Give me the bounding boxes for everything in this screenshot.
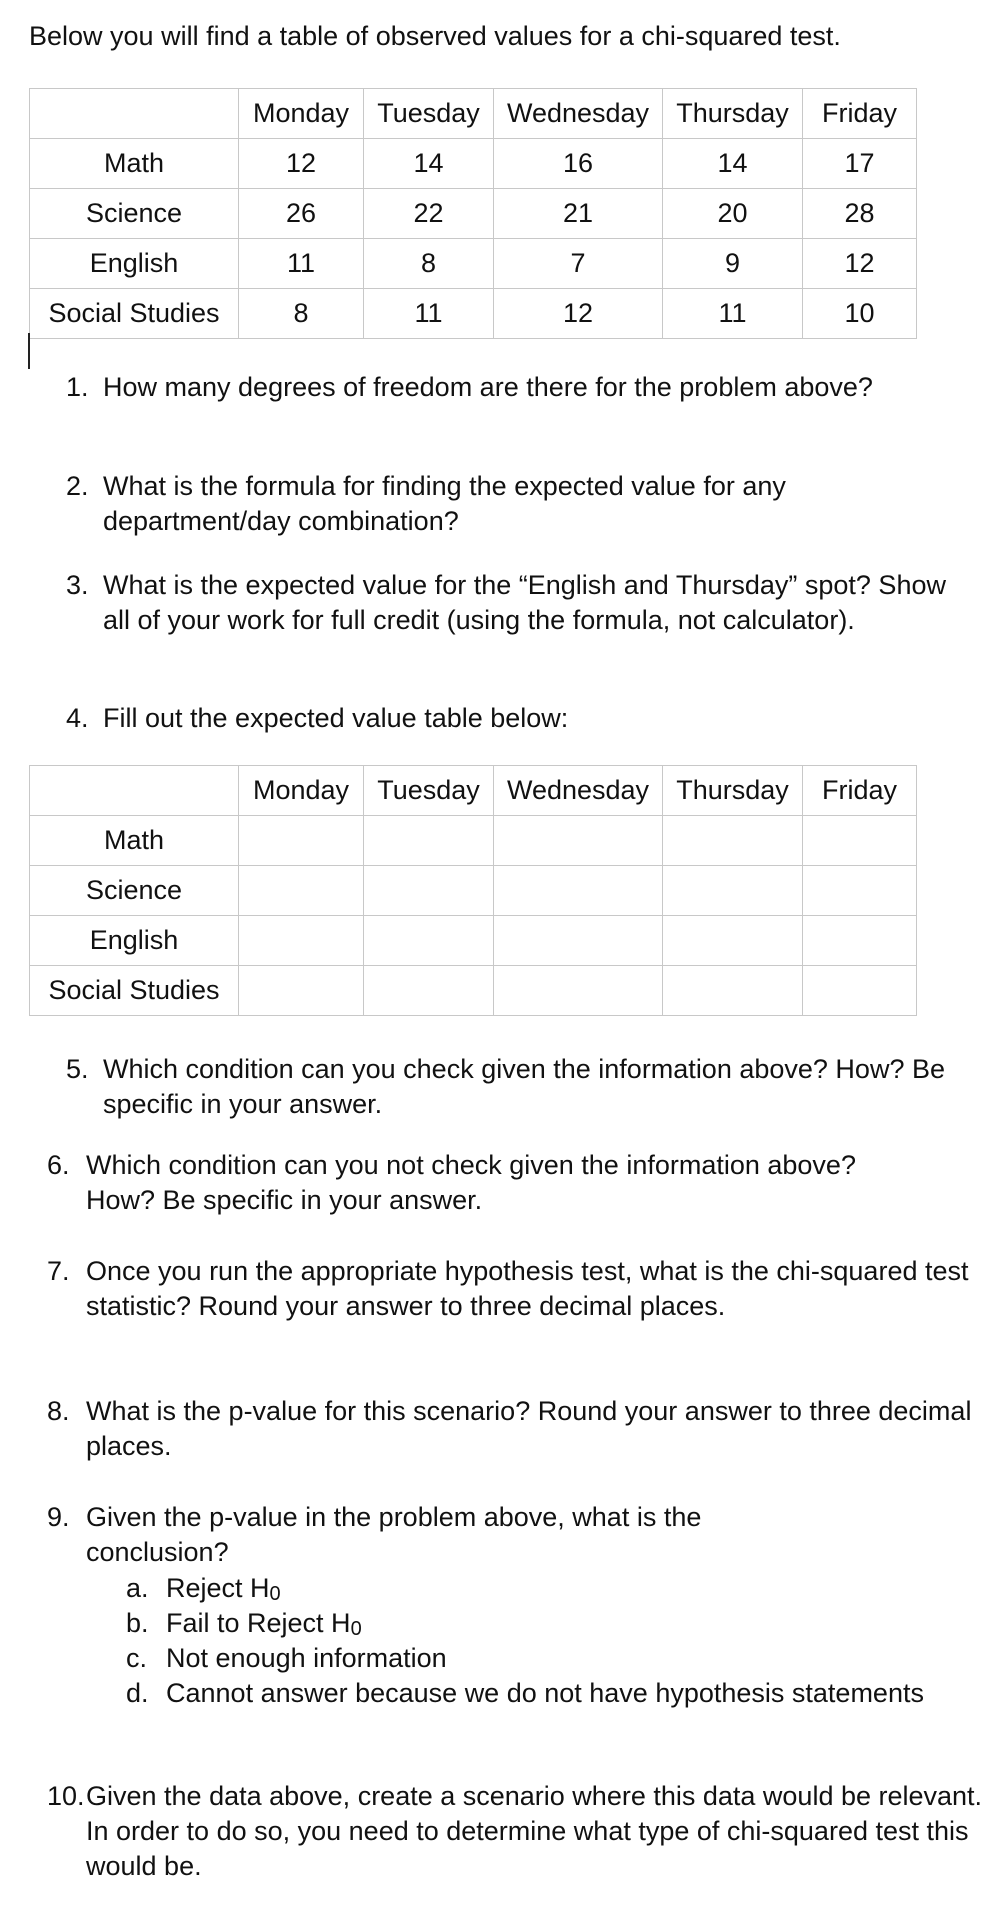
question-4 xyxy=(66,701,963,736)
question-2 xyxy=(66,469,893,539)
observed-cell: 17 xyxy=(803,139,917,189)
intro-text: Below you will find a table of observed values for a chi-squared test. xyxy=(29,21,841,51)
question-number: 7. xyxy=(47,1256,70,1286)
observed-cell: 21 xyxy=(494,189,663,239)
observed-cell: 12 xyxy=(494,289,663,339)
option-letter: d. xyxy=(126,1678,149,1708)
expected-cell[interactable] xyxy=(663,916,803,966)
table-row xyxy=(30,916,917,966)
table-row xyxy=(30,866,917,916)
expected-cell[interactable] xyxy=(663,866,803,916)
option-letter: c. xyxy=(126,1643,148,1673)
expected-cell[interactable] xyxy=(364,916,494,966)
expected-cell[interactable] xyxy=(239,816,364,866)
question-number: 8. xyxy=(47,1396,70,1426)
table-row xyxy=(30,189,917,239)
subject-label: Social Studies xyxy=(30,966,239,1016)
subject-label: English xyxy=(30,916,239,966)
expected-cell[interactable] xyxy=(663,966,803,1016)
corner-cell xyxy=(30,766,239,816)
observed-cell: 11 xyxy=(364,289,494,339)
subject-label: English xyxy=(30,239,239,289)
header-row xyxy=(30,89,917,139)
question-9 xyxy=(47,1500,846,1570)
question-text: Once you run the appropriate hypothesis test, what is the chi-squared test statistic? Round your answer to three decimal places. xyxy=(86,1256,969,1321)
table-row xyxy=(30,816,917,866)
question-10 xyxy=(47,1779,996,1884)
question-number: 2. xyxy=(66,471,89,501)
option-label: Reject H xyxy=(166,1573,270,1603)
observed-cell: 14 xyxy=(663,139,803,189)
day-header: Wednesday xyxy=(494,766,663,816)
subject-label: Science xyxy=(30,189,239,239)
question-3 xyxy=(66,568,963,638)
option-letter: a. xyxy=(126,1573,149,1603)
expected-cell[interactable] xyxy=(803,966,917,1016)
expected-cell[interactable] xyxy=(364,816,494,866)
observed-cell: 28 xyxy=(803,189,917,239)
expected-cell[interactable] xyxy=(803,866,917,916)
day-header: Monday xyxy=(239,89,364,139)
subject-label: Science xyxy=(30,866,239,916)
day-header: Monday xyxy=(239,766,364,816)
table-row xyxy=(30,239,917,289)
observed-cell: 16 xyxy=(494,139,663,189)
observed-cell: 12 xyxy=(239,139,364,189)
expected-cell[interactable] xyxy=(663,816,803,866)
table-row xyxy=(30,139,917,189)
subject-label: Social Studies xyxy=(30,289,239,339)
expected-cell[interactable] xyxy=(494,816,663,866)
observed-cell: 12 xyxy=(803,239,917,289)
observed-values-table xyxy=(29,88,917,339)
option-c xyxy=(126,1641,966,1676)
question-text: How many degrees of freedom are there for the problem above? xyxy=(103,372,873,402)
table-row xyxy=(30,966,917,1016)
option-label: Fail to Reject H xyxy=(166,1608,351,1638)
option-subscript: 0 xyxy=(269,1583,281,1605)
day-header: Thursday xyxy=(663,89,803,139)
observed-cell: 20 xyxy=(663,189,803,239)
observed-cell: 9 xyxy=(663,239,803,289)
question-text: Which condition can you check given the information above? How? Be specific in your answer. xyxy=(103,1054,945,1119)
observed-cell: 8 xyxy=(364,239,494,289)
question-text: Which condition can you not check given the information above? How? Be specific in your answer. xyxy=(86,1150,856,1215)
option-d xyxy=(126,1676,926,1711)
day-header: Tuesday xyxy=(364,89,494,139)
question-7 xyxy=(47,1254,986,1324)
expected-cell[interactable] xyxy=(494,966,663,1016)
day-header: Friday xyxy=(803,766,917,816)
question-text: Given the p-value in the problem above, what is the conclusion? xyxy=(86,1502,702,1567)
expected-cell[interactable] xyxy=(494,916,663,966)
day-header: Thursday xyxy=(663,766,803,816)
question-text: Fill out the expected value table below: xyxy=(103,703,569,733)
question-text: What is the expected value for the “English and Thursday” spot? Show all of your work for full credit (using the formula, not calculator). xyxy=(103,570,946,635)
question-number: 4. xyxy=(66,703,89,733)
question-8 xyxy=(47,1394,986,1464)
question-text: Given the data above, create a scenario where this data would be relevant. In order to do so, you need to determine what type of chi-squared test this would be. xyxy=(86,1781,983,1881)
day-header: Friday xyxy=(803,89,917,139)
expected-cell[interactable] xyxy=(239,966,364,1016)
question-number: 9. xyxy=(47,1502,70,1532)
expected-values-table xyxy=(29,765,917,1016)
question-number: 10. xyxy=(47,1781,85,1811)
observed-cell: 8 xyxy=(239,289,364,339)
question-number: 1. xyxy=(66,372,89,402)
option-text: Cannot answer because we do not have hypothesis statements xyxy=(166,1678,924,1708)
subject-label: Math xyxy=(30,816,239,866)
expected-cell[interactable] xyxy=(364,966,494,1016)
observed-cell: 10 xyxy=(803,289,917,339)
expected-cell[interactable] xyxy=(239,916,364,966)
header-row xyxy=(30,766,917,816)
question-number: 3. xyxy=(66,570,89,600)
observed-cell: 7 xyxy=(494,239,663,289)
question-1 xyxy=(66,370,893,405)
observed-cell: 14 xyxy=(364,139,494,189)
question-6 xyxy=(47,1148,926,1218)
question-number: 6. xyxy=(47,1150,70,1180)
subject-label: Math xyxy=(30,139,239,189)
question-text: What is the p-value for this scenario? Round your answer to three decimal places. xyxy=(86,1396,972,1461)
expected-cell[interactable] xyxy=(494,866,663,916)
text-cursor xyxy=(28,333,30,369)
observed-cell: 26 xyxy=(239,189,364,239)
table-row xyxy=(30,289,917,339)
expected-cell[interactable] xyxy=(364,866,494,916)
observed-cell: 11 xyxy=(663,289,803,339)
option-text: Not enough information xyxy=(166,1643,447,1673)
expected-cell[interactable] xyxy=(239,866,364,916)
expected-cell[interactable] xyxy=(803,916,917,966)
question-number: 5. xyxy=(66,1054,89,1084)
question-5 xyxy=(66,1052,963,1122)
observed-cell: 22 xyxy=(364,189,494,239)
observed-cell: 11 xyxy=(239,239,364,289)
corner-cell xyxy=(30,89,239,139)
option-subscript: 0 xyxy=(350,1618,362,1640)
day-header: Wednesday xyxy=(494,89,663,139)
option-letter: b. xyxy=(126,1608,149,1638)
question-text: What is the formula for finding the expected value for any department/day combination? xyxy=(103,471,786,536)
expected-cell[interactable] xyxy=(803,816,917,866)
day-header: Tuesday xyxy=(364,766,494,816)
